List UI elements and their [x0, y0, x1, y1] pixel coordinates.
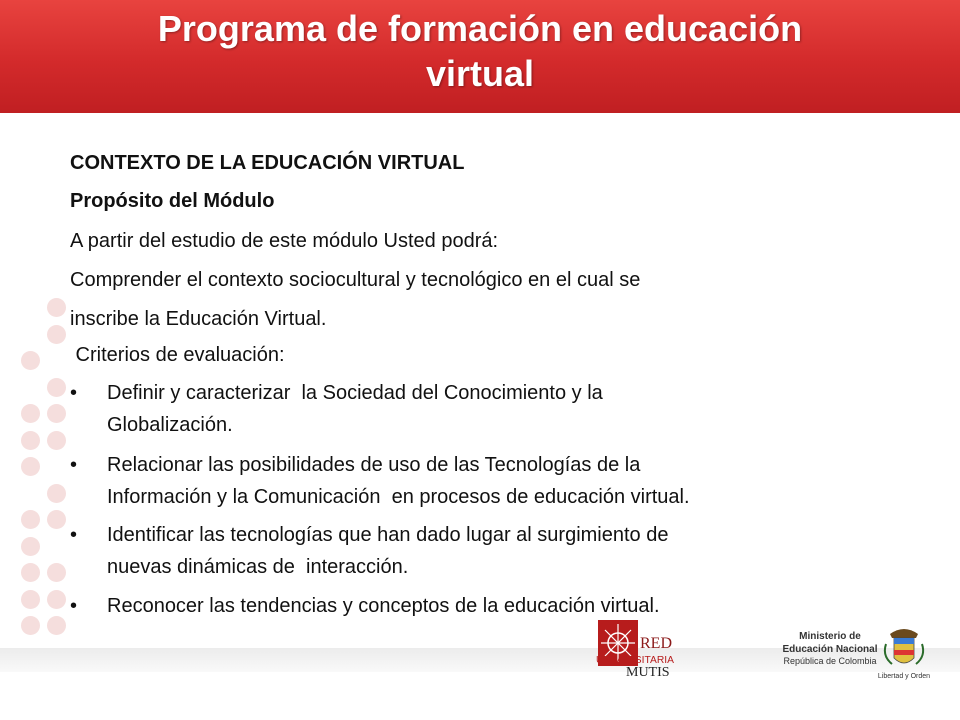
ministerio-emblem-icon [770, 622, 940, 684]
dot [47, 298, 66, 317]
criteria-label: Criterios de evaluación: [70, 344, 285, 366]
red-mutis-line1: RED [640, 635, 672, 652]
dot [21, 537, 40, 556]
slide-title-line2: virtual [425, 53, 535, 94]
section-heading: CONTEXTO DE LA EDUCACIÓN VIRTUAL [70, 152, 465, 174]
red-mutis-emblem-icon [596, 618, 706, 680]
slide-title [0, 6, 960, 96]
module-purpose-heading: Propósito del Módulo [70, 190, 275, 212]
dot [47, 431, 66, 450]
dot [21, 590, 40, 609]
slide-title-line1: Programa de formación en educación [157, 8, 803, 49]
dot [47, 325, 66, 344]
dot [47, 484, 66, 503]
dot [21, 431, 40, 450]
ministerio-line3: República de Colombia [783, 656, 877, 666]
bullet-symbol: • [70, 382, 78, 404]
list-item-line1: Reconocer las tendencias y conceptos de la educación virtual. [107, 595, 660, 617]
coat-motto: Libertad y Orden [877, 673, 931, 680]
dot [47, 590, 66, 609]
dot [47, 404, 66, 423]
dot [21, 616, 40, 635]
dot [47, 616, 66, 635]
bullet-symbol: • [70, 524, 78, 546]
red-mutis-line2: UNIVERSITARIA [596, 655, 675, 666]
list-item-line2: nuevas dinámicas de interacción. [107, 556, 409, 578]
ministerio-educacion-logo [770, 622, 940, 684]
coat-of-arms-icon [885, 629, 923, 664]
red-mutis-line3: MUTIS [626, 665, 670, 680]
ministerio-line2: Educación Nacional [782, 644, 878, 655]
dot [21, 404, 40, 423]
list-item-line2: Globalización. [107, 414, 233, 436]
decorative-dots [0, 0, 80, 720]
bullet-symbol: • [70, 454, 78, 476]
intro-text: A partir del estudio de este módulo Usted podrá: [70, 230, 499, 252]
purpose-text-line1: Comprender el contexto sociocultural y tecnológico en el cual se [70, 269, 641, 291]
dot [21, 351, 40, 370]
dot [47, 378, 66, 397]
list-item-line1: Relacionar las posibilidades de uso de las Tecnologías de la [107, 454, 641, 476]
dot [47, 563, 66, 582]
dot [21, 457, 40, 476]
bullet-symbol: • [70, 595, 78, 617]
list-item-line2: Información y la Comunicación en procesos de educación virtual. [107, 486, 690, 508]
dot [21, 510, 40, 529]
title-banner [0, 0, 960, 113]
list-item-line1: Identificar las tecnologías que han dado lugar al surgimiento de [107, 524, 669, 546]
red-universitaria-mutis-logo [596, 618, 706, 680]
list-item-line1: Definir y caracterizar la Sociedad del Conocimiento y la [107, 382, 603, 404]
ministerio-line1: Ministerio de [799, 631, 861, 642]
dot [47, 510, 66, 529]
purpose-text-line2: inscribe la Educación Virtual. [70, 308, 327, 330]
dot [21, 563, 40, 582]
